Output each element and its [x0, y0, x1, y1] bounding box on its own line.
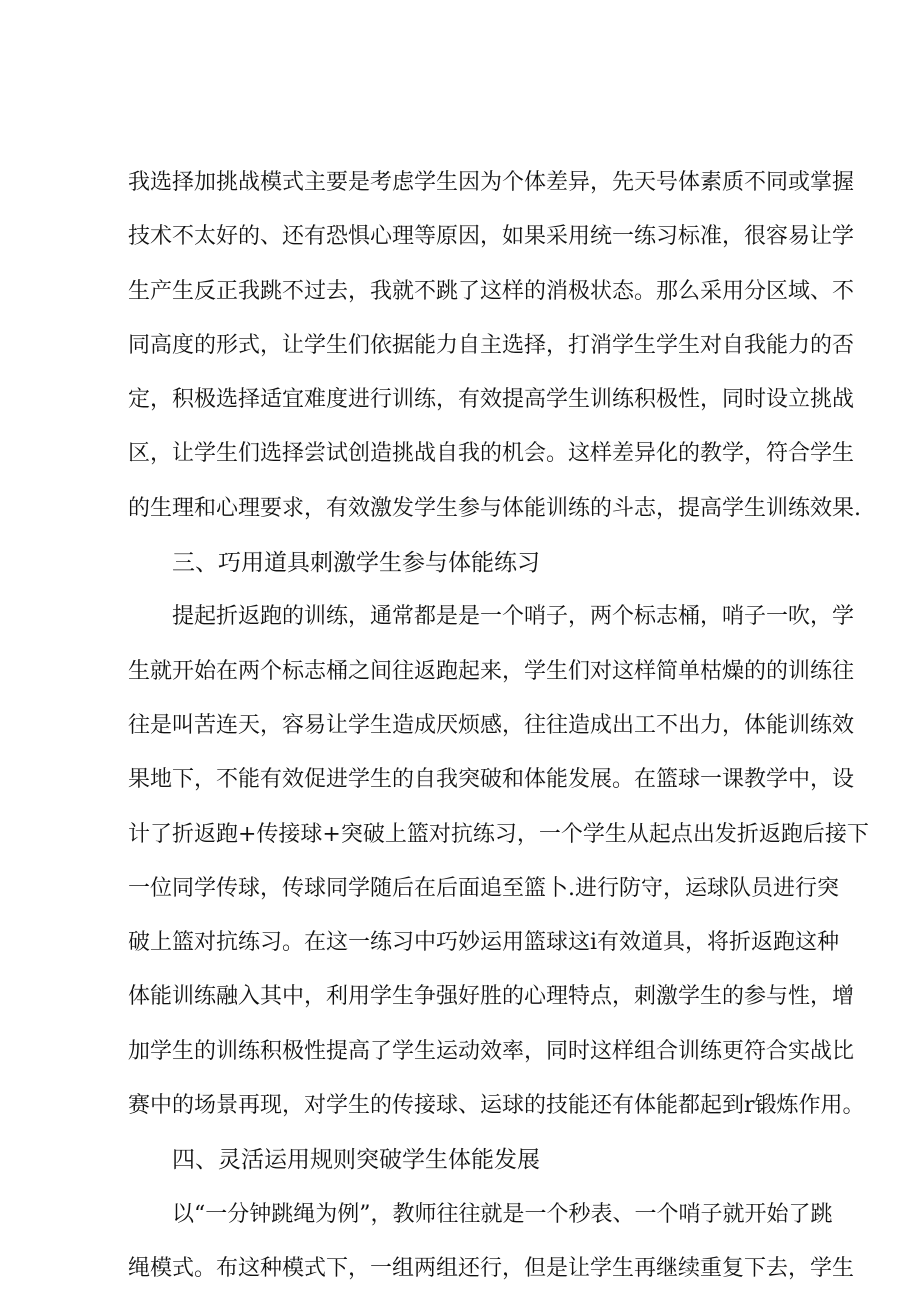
section-heading-four: 四、灵活运用规则突破学生体能发展: [172, 1147, 540, 1174]
paragraph-line: 赛中的场景再现，对学生的传接球、运球的技能还有体能都起到r锻炼作用。: [128, 1093, 865, 1119]
paragraph-first-line: 以“一分钟跳绳为例”，教师往往就是一个秒表、一个哨子就开始了跳: [172, 1201, 833, 1227]
paragraph-line: 区，让学生们选择尝试创造挑战自我的机会。这样差异化的教学，符合学生: [128, 441, 855, 467]
paragraph-line: 加学生的训练积极性提高了学生运动效率，同时这样组合训练更符合实战比: [128, 1038, 855, 1064]
section-heading-three: 三、巧用道具刺激学生参与体能练习: [172, 550, 540, 577]
paragraph-first-line: 提起折返跑的训练，通常都是是一个哨子，两个标志桶，哨子一吹，学: [172, 604, 855, 630]
paragraph-line: 一位同学传球，传球同学随后在后面追至篮卜.进行防守，运球队员进行突: [128, 875, 839, 901]
paragraph-line: 果地下，不能有效促进学生的自我突破和体能发展。在篮球一课教学中，设: [128, 767, 855, 793]
paragraph-line: 往是叫苦连天，容易让学生造成厌烦感，往往造成出工不出力，体能训练效: [128, 712, 855, 738]
paragraph-line: 绳模式。布这种模式下，一组两组还行，但是让学生再继续重复下去，学生: [128, 1255, 855, 1281]
paragraph-line: 计了折返跑+传接球+突破上篮对抗练习，一个学生从起点出发折返跑后接下: [128, 821, 869, 847]
paragraph-line: 技术不太好的、还有恐惧心理等原因，如果采用统一练习标准，很容易让学: [128, 224, 855, 250]
paragraph-line: 的生理和心理要求，有效激发学生参与体能训练的斗志，提高学生训练效果.: [128, 495, 861, 521]
paragraph-line: 我选择加挑战模式主要是考虑学生因为个体差异，先天号体素质不同或掌握: [128, 170, 855, 195]
paragraph-line: 体能训练融入其中，利用学生争强好胜的心理特点，刺激学生的参与性，增: [128, 984, 855, 1010]
paragraph-line: 破上篮对抗练习。在这一练习中巧妙运用篮球这i有效道具，将折返跑这种: [128, 930, 840, 956]
document-body: [128, 156, 869, 1296]
paragraph-line: 定，积极选择适宜难度进行训练，有效提高学生训练积极性，同时设立挑战: [128, 387, 855, 413]
paragraph-line: 同高度的形式，让学生们依据能力自主选择，打消学生学生对自我能力的否: [128, 332, 855, 358]
paragraph-line: 生产生反正我跳不过去，我就不跳了这样的消极状态。那么采用分区域、不: [128, 278, 855, 304]
paragraph-line: 生就开始在两个标志桶之间往返跑起来，学生们对这样简单枯燥的的训练往: [128, 658, 855, 684]
